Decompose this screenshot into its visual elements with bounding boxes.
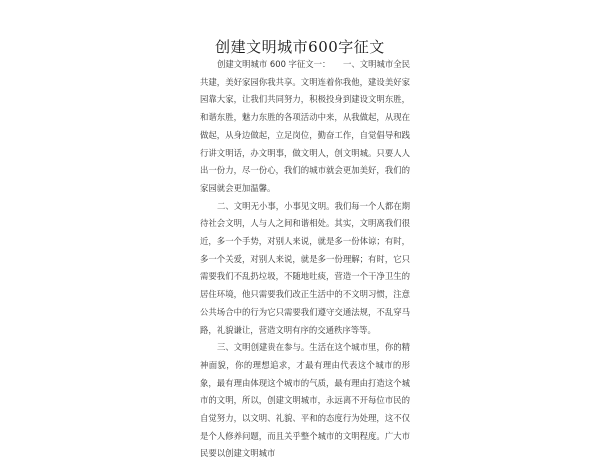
paragraph-3: 三、文明创建贵在参与。生活在这个城市里，你的精神面貌，你的理想追求，才最有理由代表这个城市的形象，最有理由体现这个城市的气质，最有理由打造这个城市的文明，所以，创建文明城市，永远离不开每位市民的自觉努力，以文明、礼貌、平和的态度行为处理，这不仅是个人修养问题，而且关乎整个城市的文明程度。广大市民要以创建文明城市 [200, 342, 410, 459]
page-title: 创建文明城市600字征文 [215, 38, 385, 56]
essay-body [200, 56, 410, 463]
paragraph-2: 二、文明无小事，小事见文明。我们每一个人都在期待社会文明，人与人之间和谐相处。其实，文明离我们很近，多一个手势，对别人来说，就是多一份体谅；有时，多一个关爱，对别人来说，就是多一份理解；有时，它只需要我们不乱扔垃圾，不随地吐痰，营造一个干净卫生的居住环境，他只需要我们改正生活中的不文明习惯，注意公共场合中的行为它只需要我们遵守交通法规，不乱穿马路，礼貌谦让，营造文明有序的交通秩序等等。 [200, 200, 410, 335]
paragraph-1: 创建文明城市 600 字征文一： 一、文明城市全民共建，美好家园你我共享。文明连着你我他，建设美好家园靠大家，让我们共同努力，积极投身到建设文明东胜，和谐东胜，魅力东胜的各项活动中来，从我做起，从现在做起，从身边做起，立足岗位，勤奋工作，自觉倡导和践行讲文明话，办文明事，做文明人，创文明城。只要人人出一份力，尽一份心，我们的城市就会更加美好，我们的家园就会更加温馨。 [200, 59, 410, 193]
